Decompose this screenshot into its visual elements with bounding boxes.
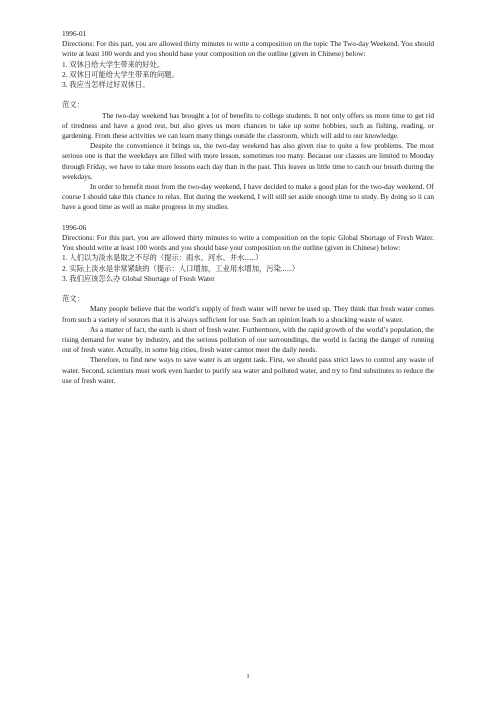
essay-paragraph: Despite the convenience it brings us, the two-day weekend has also given rise to quite a few problems. The most serious one is that the weekdays are filled with more lesson, sometimes too many. Because our classes are limited to Monday through Friday, we have to take more lessons each day than in the past. This leaves us little time to catch our breath during the weekdays. bbox=[62, 141, 434, 181]
spacer bbox=[62, 213, 434, 223]
document-body bbox=[62, 29, 434, 386]
spacer bbox=[62, 284, 434, 294]
essay-paragraph: Therefore, to find new ways to save water is an urgent task. First, we should pass strict laws to control any waste of water. Second, scientists must work even harder to purify sea water and polluted water, and try to find substitutes to reduce the use of fresh water. bbox=[62, 355, 434, 385]
essay-paragraph: Many people believe that the world’s supply of fresh water will never be used up. They think that fresh water comes from such a variety of sources that it is always sufficient for use. Such an opinion leads to a shocking waste of water. bbox=[62, 304, 434, 324]
section-1996-01 bbox=[62, 29, 434, 213]
outline-item: 2. 实际上淡水是非常紧缺的（提示：人口增加，工业用水增加，污染......） bbox=[62, 263, 300, 273]
section-directions: Directions: For this part, you are allowed thirty minutes to write a composition on the topic The Two-day Weekend. You should write at least 100 words and you should base your composition on the outline (given in Chinese) below: bbox=[62, 39, 435, 59]
spacer bbox=[62, 90, 434, 100]
outline-item: 3. 我应当怎样过好双休日。 bbox=[62, 80, 150, 90]
essay-paragraph: In order to benefit most from the two-day weekend, I have decided to make a good plan for the two-day weekend. Of course I should take this chance to relax. But during the weekend, I will still set aside enough time to study. By doing so ii can have a good time as well as make progress in my studies. bbox=[62, 182, 434, 212]
essay-paragraph: As a matter of fact, the earth is short of fresh water. Furthermore, with the rapid growth of the world’s population, the rising demand for water by industry, and the serious pollution of our surroundings, the world is facing the danger of running out of fresh water. Actually, in some big cities, fresh water cannot meet the daily needs. bbox=[62, 324, 434, 355]
section-heading: 1996-01 bbox=[62, 29, 87, 38]
outline-item: 1. 人们以为淡水是取之不尽的（提示：雨水、河水、井水......） bbox=[62, 253, 263, 263]
essay-paragraph: The two-day weekend has brought a lot of benefits to college students. It not only offers us more time to get rid of tiredness and have a good rest, but also gives us more chances to take up some hobbies, such as fishing, reading, or gardening. From these activities we can learn many things outside the classroom, which will add to our knowledge. bbox=[62, 110, 434, 141]
outline-item: 1. 双休日给大学生带来的好处。 bbox=[62, 59, 165, 69]
section-directions: Directions: For this part, you are allowed thirty minutes to write a composition on the topic Global Shortage of Fresh Water. You should write at least 100 words and you should base your composition on the outline (given in Chinese) below: bbox=[62, 233, 434, 253]
sample-label: 范文： bbox=[62, 100, 84, 110]
section-heading: 1996-06 bbox=[62, 222, 87, 232]
section-1996-06 bbox=[62, 223, 434, 386]
page-number: 1 bbox=[246, 673, 250, 680]
outline-item: 3. 我们应该怎么办 Global Shortage of Fresh Water bbox=[62, 273, 215, 283]
outline-item: 2. 双休日可能给大学生带来的问题。 bbox=[62, 69, 179, 79]
sample-label: 范文： bbox=[62, 294, 84, 304]
